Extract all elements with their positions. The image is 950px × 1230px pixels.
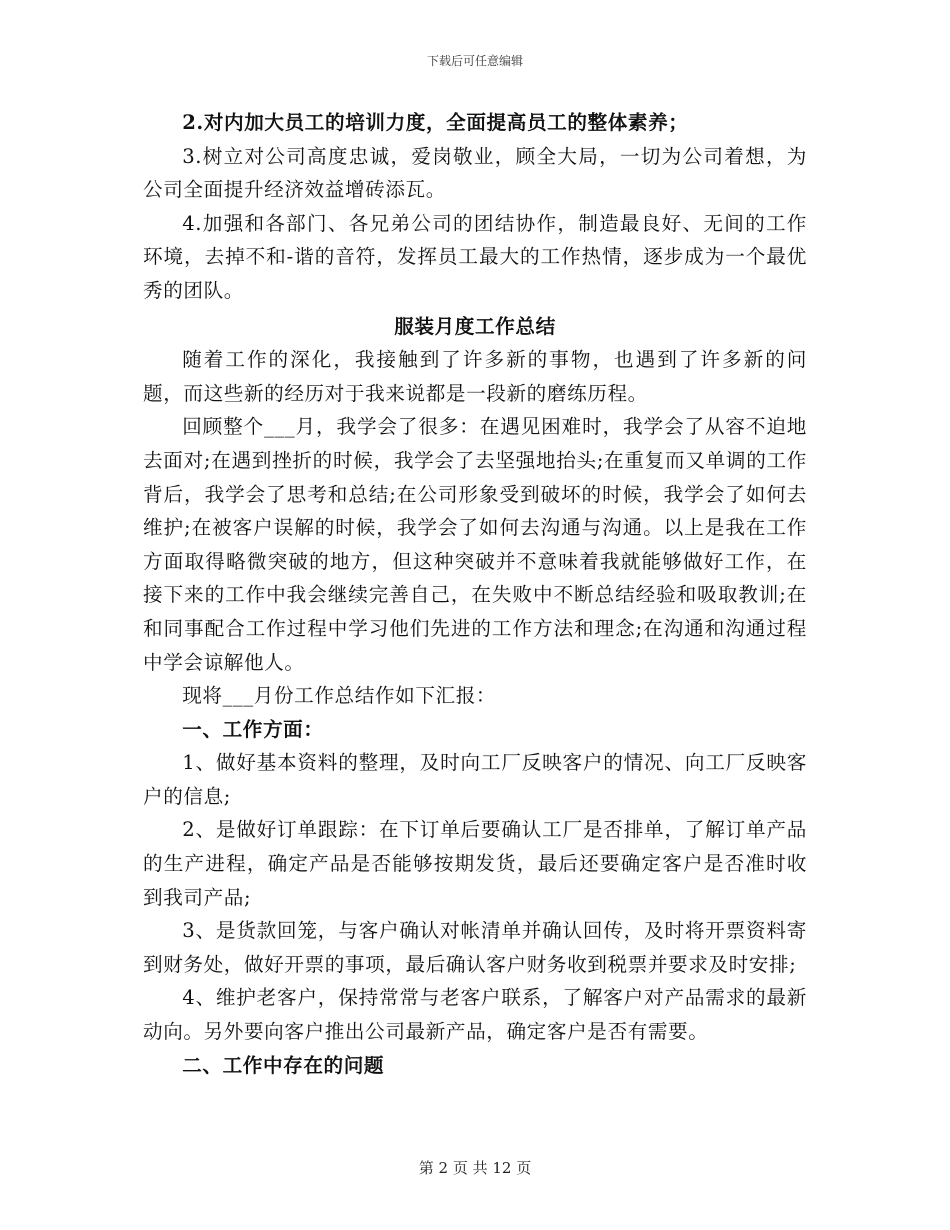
document-title: 服装月度工作总结 — [394, 314, 556, 338]
section-heading-problems: 二、工作中存在的问题 — [182, 1053, 385, 1077]
list-item-4: 4.加强和各部门、各兄弟公司的团结协作，制造最良好、无间的工作环境，去掉不和-谐的音符，发挥员工最大的工作热情，逐步成为一个最优秀的团队。 — [143, 211, 807, 302]
paragraph-report: 现将___月份工作总结作如下汇报： — [182, 684, 497, 708]
page-header: 下载后可任意编辑 — [426, 54, 523, 68]
document-body — [143, 106, 807, 1082]
section-heading-work: 一、工作方面： — [182, 717, 324, 741]
list-item-3: 3.树立对公司高度忠诚，爱岗敬业，顾全大局，一切为公司着想，为公司全面提升经济效益增砖添瓦。 — [143, 144, 807, 202]
work-item-4: 4、维护老客户，保持常常与老客户联系，了解客户对产品需求的最新动向。另外要向客户推出公司最新产品，确定客户是否有需要。 — [143, 986, 807, 1044]
paragraph-review: 回顾整个___月，我学会了很多：在遇见困难时，我学会了从容不迫地去面对;在遇到挫折的时候，我学会了去坚强地抬头;在重复而又单调的工作背后，我学会了思考和总结;在公司形象受到破坏的时候，我学会了如何去维护;在被客户误解的时候，我学会了如何去沟通与沟通。以上是我在工作方面取得略微突破的地方，但这种突破并不意味着我就能够做好工作，在接下来的工作中我会继续完善自己，在失败中不断总结经验和吸取教训;在和同事配合工作过程中学习他们先进的工作方法和理念;在沟通和沟通过程中学会谅解他人。 — [143, 415, 807, 674]
page-footer: 第 2 页 共 12 页 — [418, 1159, 532, 1177]
list-item-2: 2.对内加大员工的培训力度，全面提高员工的整体素养； — [182, 111, 689, 134]
paragraph-intro: 随着工作的深化，我接触到了许多新的事物，也遇到了许多新的问题，而这些新的经历对于我来说都是一段新的磨练历程。 — [143, 348, 807, 405]
work-item-2: 2、是做好订单跟踪：在下订单后要确认工厂是否排单，了解订单产品的生产进程，确定产品是否能够按期发货，最后还要确定客户是否准时收到我司产品; — [143, 818, 807, 909]
work-item-3: 3、是货款回笼，与客户确认对帐清单并确认回传，及时将开票资料寄到财务处，做好开票的事项，最后确认客户财务收到税票并要求及时安排; — [143, 919, 807, 976]
work-item-1: 1、做好基本资料的整理，及时向工厂反映客户的情况、向工厂反映客户的信息; — [143, 751, 807, 808]
